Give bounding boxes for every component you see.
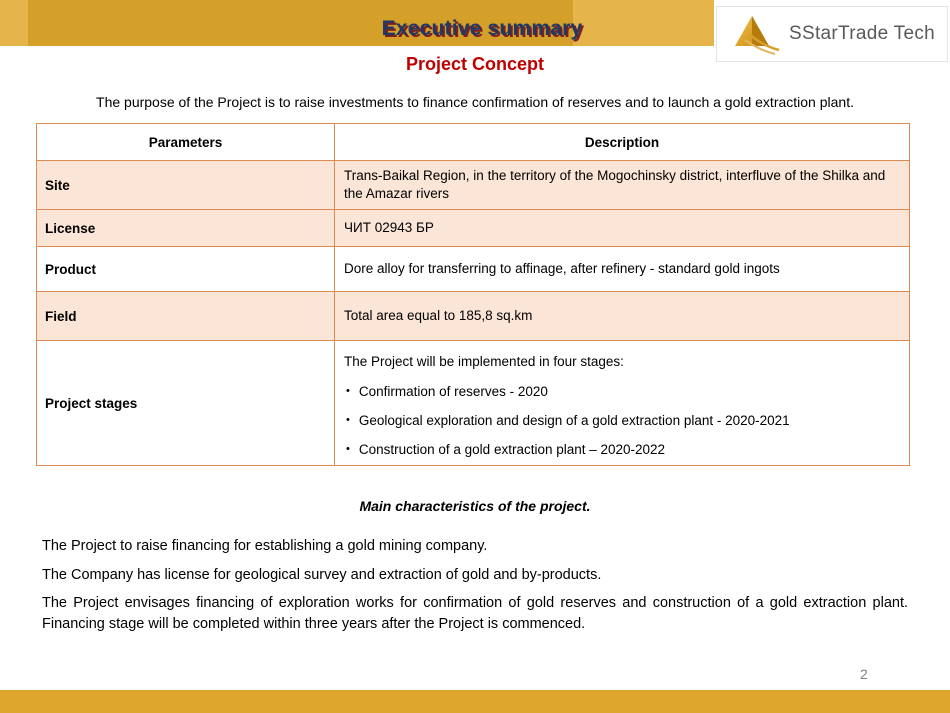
gold-triangle-logo-icon — [725, 12, 783, 56]
stage-bullet-item — [344, 441, 897, 459]
bullet-icon: • — [346, 413, 350, 426]
intro-paragraph: The purpose of the Project is to raise investments to finance confirmation of reserves and to launch a gold extraction plant. — [96, 94, 854, 110]
bullet-icon: • — [346, 443, 350, 456]
stage-bullet-item — [344, 412, 897, 430]
param-cell-license: License — [37, 210, 335, 247]
bottom-gold-bar — [0, 690, 950, 713]
stages-intro-text: The Project will be implemented in four stages: — [344, 354, 624, 370]
table-row-product — [37, 247, 910, 292]
param-cell-field: Field — [37, 292, 335, 341]
body-paragraph: The Company has license for geological survey and extraction of gold and by-products. — [42, 566, 602, 583]
param-cell-project-stages: Project stages — [37, 341, 335, 466]
col-header-parameters: Parameters — [37, 124, 335, 161]
param-cell-site: Site — [37, 161, 335, 210]
page-title: Executive summary — [381, 17, 583, 40]
param-cell-product: Product — [37, 247, 335, 292]
col-header-description: Description — [335, 124, 910, 161]
characteristics-body — [42, 536, 908, 642]
bullet-icon: • — [346, 384, 350, 397]
slide-subtitle: Project Concept — [405, 54, 545, 74]
top-gold-bar — [0, 0, 714, 46]
table-row-site — [37, 161, 910, 210]
desc-cell-site: Trans-Baikal Region, in the territory of the Mogochinsky district, interfluve of the Shilka and the Amazar rivers — [335, 161, 910, 210]
body-paragraph: The Project envisages financing of exploration works for confirmation of gold reserves and construction of a gold extraction plant. Financing stage will be completed within three years after the Project is commenced. — [42, 595, 908, 632]
table-row-project-stages — [37, 341, 910, 466]
characteristics-heading: Main characteristics of the project. — [359, 498, 591, 514]
desc-cell-field: Total area equal to 185,8 sq.km — [335, 292, 910, 341]
table-row-field — [37, 292, 910, 341]
logo-text: SStarTrade Tech — [789, 23, 936, 44]
desc-cell-product: Dore alloy for transferring to affinage, after refinery - standard gold ingots — [335, 247, 910, 292]
stage-bullet-text: Construction of a gold extraction plant – 2020-2022 — [358, 442, 666, 458]
table-header-row — [37, 124, 910, 161]
body-paragraph: The Project to raise financing for establishing a gold mining company. — [42, 538, 488, 554]
stage-bullet-text: Confirmation of reserves - 2020 — [358, 383, 548, 399]
stage-bullet-text: Geological exploration and design of a gold extraction plant - 2020-2021 — [358, 412, 790, 428]
table-row-license — [37, 210, 910, 247]
stage-bullet-item — [344, 383, 897, 401]
parameters-table — [36, 123, 910, 466]
desc-cell-project-stages — [335, 341, 910, 466]
desc-cell-license: ЧИТ 02943 БР — [335, 210, 910, 247]
page-number: 2 — [860, 666, 868, 682]
